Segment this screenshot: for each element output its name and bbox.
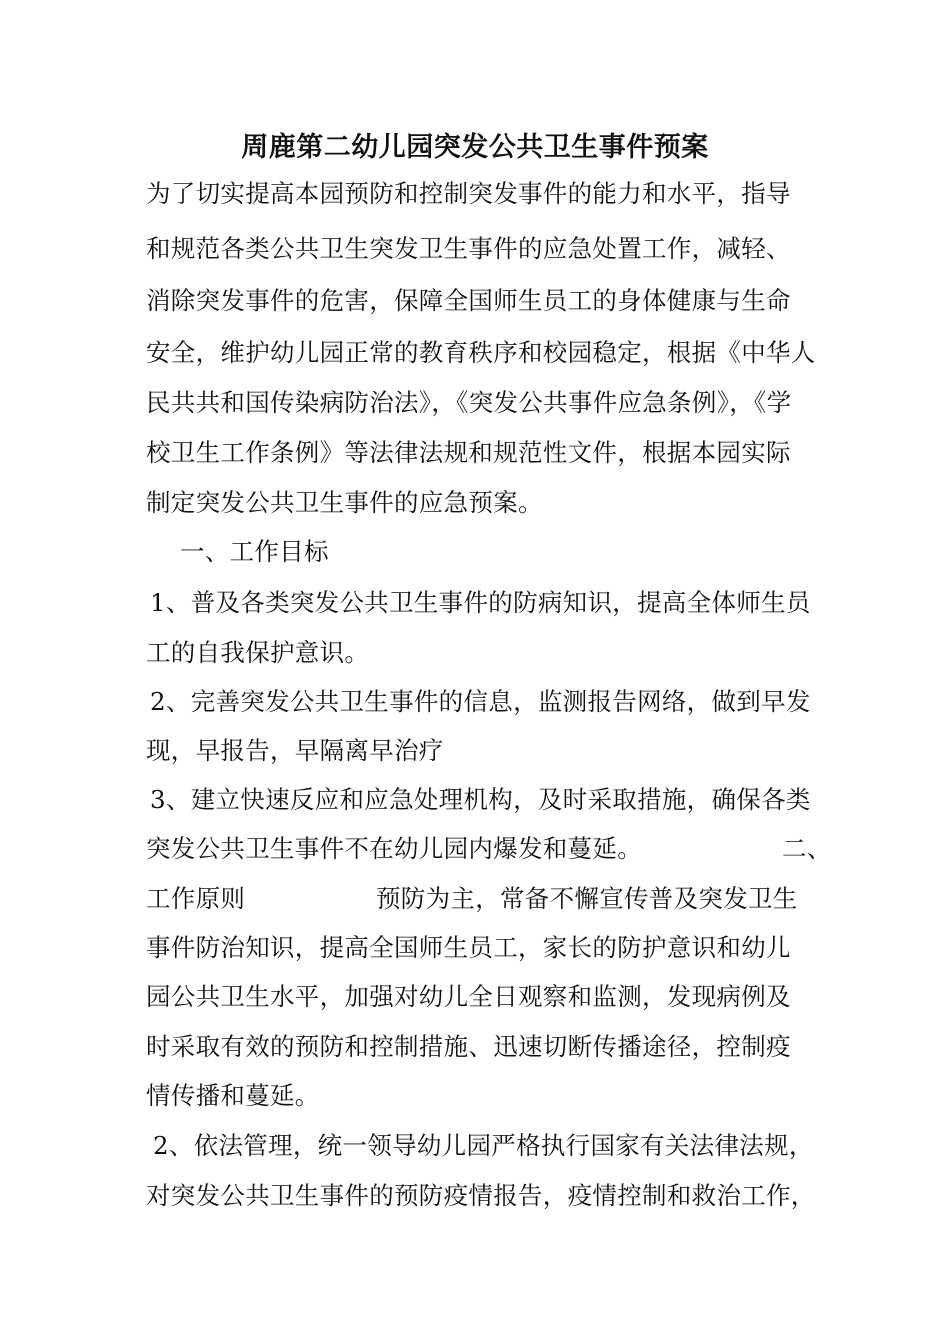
- paragraph-line: 为了切实提高本园预防和控制突发事件的能力和水平，指导: [146, 179, 791, 208]
- section-heading: 工作原则: [146, 884, 246, 913]
- list-item-line: 2、完善突发公共卫生事件的信息，监测报告网络，做到早发: [150, 687, 811, 716]
- section-number: 二、: [782, 834, 832, 863]
- paragraph-line: 消除突发事件的危害，保障全国师生员工的身体健康与生命: [146, 286, 791, 315]
- paragraph-line: 和规范各类公共卫生突发卫生事件的应急处置工作，减轻、: [146, 234, 791, 263]
- paragraph-line: 民共共和国传染病防治法》，《突发公共事件应急条例》，《学: [146, 388, 792, 417]
- list-item-line: 3、建立快速反应和应急处理机构，及时采取措施，确保各类: [150, 785, 811, 814]
- list-item-line: 1、普及各类突发公共卫生事件的防病知识，提高全体师生员: [150, 588, 811, 617]
- list-item-line: 工的自我保护意识。: [146, 638, 370, 667]
- paragraph-line: 安全，维护幼儿园正常的教育秩序和校园稳定，根据《中华人: [146, 338, 816, 367]
- paragraph-line: 预防为主，常备不懈宣传普及突发卫生: [376, 884, 798, 913]
- paragraph-line: 制定突发公共卫生事件的应急预案。: [146, 488, 543, 517]
- document-title: 周鹿第二幼儿园突发公共卫生事件预案: [241, 132, 709, 163]
- list-item-line: 现，早报告，早隔离早治疗: [146, 736, 444, 765]
- paragraph-line: 园公共卫生水平，加强对幼儿全日观察和监测，发现病例及: [146, 982, 791, 1011]
- paragraph-line: 校卫生工作条例》等法律法规和规范性文件，根据本园实际: [146, 438, 791, 467]
- paragraph-line: 事件防治知识，提高全国师生员工，家长的防护意识和幼儿: [146, 933, 791, 962]
- paragraph-line: 时采取有效的预防和控制措施、迅速切断传播途径，控制疫: [146, 1032, 791, 1061]
- paragraph-line: 情传播和蔓延。: [146, 1081, 320, 1110]
- list-item-line: 对突发公共卫生事件的预防疫情报告，疫情控制和救治工作，: [146, 1181, 816, 1210]
- list-item-line: 突发公共卫生事件不在幼儿园内爆发和蔓延。: [146, 834, 642, 863]
- section-heading: 一、工作目标: [180, 537, 329, 566]
- list-item-line: 2、依法管理，统一领导幼儿园严格执行国家有关法律法规，: [153, 1131, 814, 1160]
